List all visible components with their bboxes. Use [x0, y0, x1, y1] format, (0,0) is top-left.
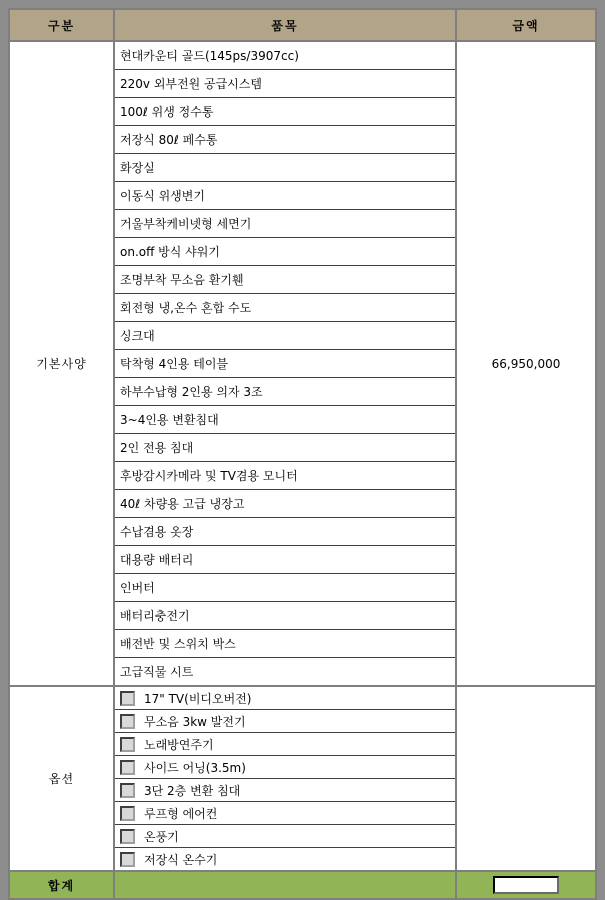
option-item — [114, 848, 456, 872]
option-item — [114, 802, 456, 825]
checkbox-icon[interactable] — [120, 852, 135, 867]
checkbox-icon[interactable] — [120, 714, 135, 729]
option-label: 3단 2층 변환 침대 — [144, 783, 241, 798]
basic-item: 이동식 위생변기 — [114, 182, 456, 210]
basic-item: 조명부착 무소음 환기휀 — [114, 266, 456, 294]
basic-item: 회전형 냉,온수 혼합 수도 — [114, 294, 456, 322]
option-item — [114, 686, 456, 710]
header-category: 구분 — [9, 9, 114, 41]
option-item — [114, 825, 456, 848]
basic-item: 배터리충전기 — [114, 602, 456, 630]
total-label: 합계 — [9, 871, 114, 899]
basic-item: 탁착형 4인용 테이블 — [114, 350, 456, 378]
basic-amount: 66,950,000 — [456, 41, 596, 686]
basic-item: 저장식 80ℓ 페수통 — [114, 126, 456, 154]
basic-item: 인버터 — [114, 574, 456, 602]
total-amount-cell — [456, 871, 596, 899]
option-label: 사이드 어닝(3.5m) — [144, 760, 246, 775]
options-amount — [456, 686, 596, 871]
basic-item: 하부수납형 2인용 의자 3조 — [114, 378, 456, 406]
table-row — [9, 41, 596, 70]
basic-item: 후방감시카메라 및 TV겸용 모니터 — [114, 462, 456, 490]
option-label: 노래방연주기 — [144, 737, 214, 752]
option-item — [114, 756, 456, 779]
option-label: 루프형 에어컨 — [144, 806, 218, 821]
table-frame — [8, 8, 595, 893]
option-label: 온풍기 — [144, 829, 179, 844]
basic-item: 고급직물 시트 — [114, 658, 456, 687]
option-item — [114, 710, 456, 733]
total-spacer — [114, 871, 456, 899]
option-label: 저장식 온수기 — [144, 852, 218, 867]
option-item — [114, 733, 456, 756]
basic-item: 현대카운티 골드(145ps/3907cc) — [114, 41, 456, 70]
total-amount-input[interactable] — [493, 876, 559, 894]
option-item — [114, 779, 456, 802]
basic-item: 배전반 및 스위치 박스 — [114, 630, 456, 658]
basic-item: 3~4인용 변환침대 — [114, 406, 456, 434]
section-label-options: 옵션 — [9, 686, 114, 871]
header-item: 품목 — [114, 9, 456, 41]
table-row — [9, 686, 596, 710]
basic-item: 2인 전용 침대 — [114, 434, 456, 462]
basic-item: 화장실 — [114, 154, 456, 182]
basic-item: 거울부착케비넷형 세면기 — [114, 210, 456, 238]
option-label: 17" TV(비디오버전) — [144, 691, 252, 706]
checkbox-icon[interactable] — [120, 783, 135, 798]
basic-item: 220v 외부전원 공급시스템 — [114, 70, 456, 98]
header-row — [9, 9, 596, 41]
basic-item: 대용량 배터리 — [114, 546, 456, 574]
option-label: 무소음 3kw 발전기 — [144, 714, 246, 729]
basic-item: 100ℓ 위생 정수통 — [114, 98, 456, 126]
basic-item: 40ℓ 차량용 고급 냉장고 — [114, 490, 456, 518]
header-amount: 금액 — [456, 9, 596, 41]
checkbox-icon[interactable] — [120, 829, 135, 844]
spec-table — [8, 8, 597, 900]
basic-item: 싱크대 — [114, 322, 456, 350]
checkbox-icon[interactable] — [120, 691, 135, 706]
basic-item: 수납겸용 옷장 — [114, 518, 456, 546]
checkbox-icon[interactable] — [120, 737, 135, 752]
checkbox-icon[interactable] — [120, 806, 135, 821]
section-label-basic: 기본사양 — [9, 41, 114, 686]
total-row — [9, 871, 596, 899]
basic-item: on.off 방식 샤워기 — [114, 238, 456, 266]
checkbox-icon[interactable] — [120, 760, 135, 775]
